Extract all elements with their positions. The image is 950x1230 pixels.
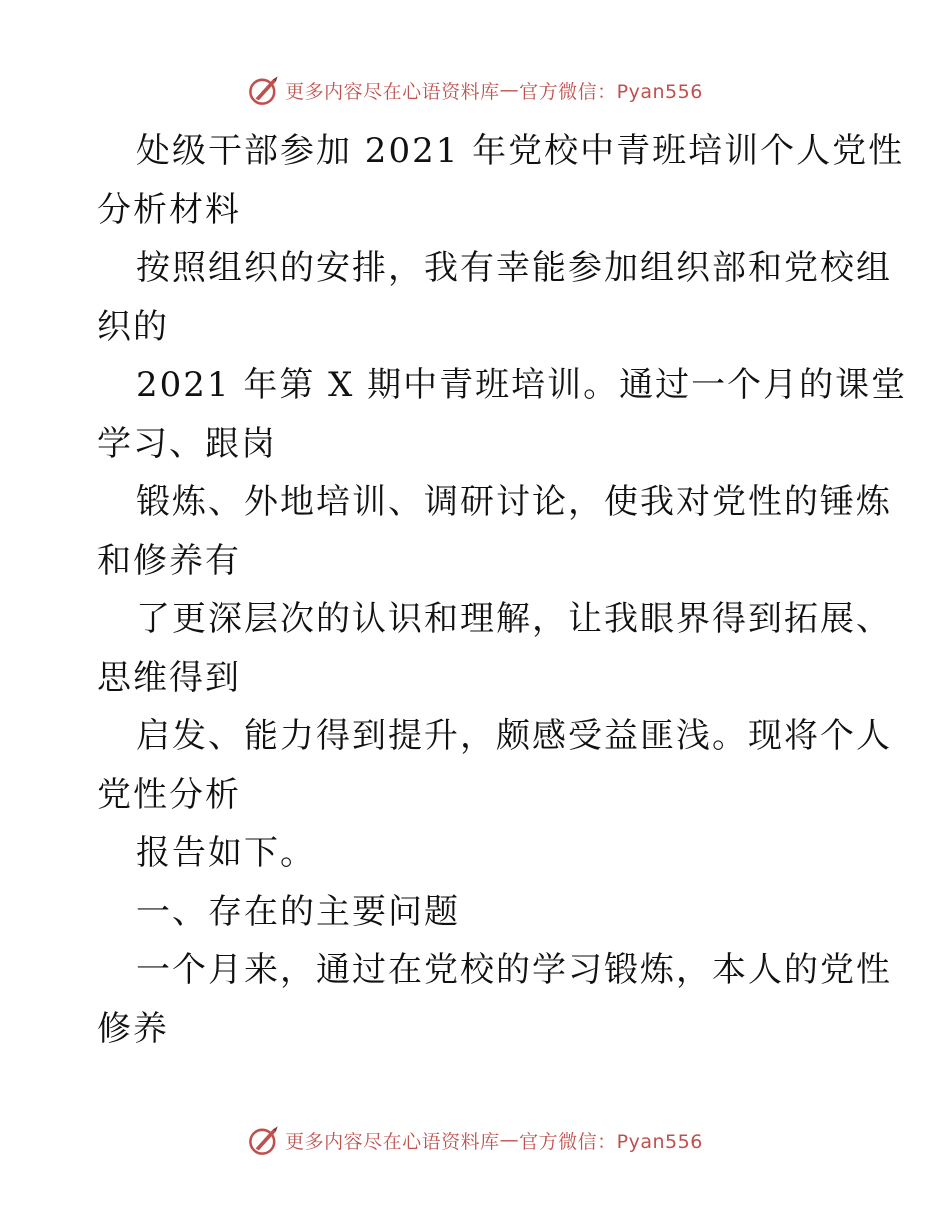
document-title-line-2: 分析材料 [97, 189, 241, 230]
banner-contact-text: 官方微信：Pyan556 [519, 1130, 703, 1153]
paragraph-line: 了更深层次的认识和理解，让我眼界得到拓展、 [136, 599, 892, 639]
paragraph-line: 启发、能力得到提升，颇感受益匪浅。现将个人 [136, 716, 892, 756]
paragraph-line: 一个月来，通过在党校的学习锻炼，本人的党性 [136, 950, 892, 990]
banner-brand-text: 更多内容尽在心语资料库 [285, 80, 500, 103]
paragraph-line: 2021 年第 X 期中青班培训。通过一个月的课堂 [136, 365, 908, 405]
document-body [97, 122, 908, 1058]
quill-pen-logo-icon [247, 73, 281, 107]
footer-banner [0, 1120, 950, 1160]
paragraph-line: 学习、跟岗 [97, 423, 277, 464]
paragraph-line: 锻炼、外地培训、调研讨论，使我对党性的锤炼 [136, 482, 892, 522]
banner-separator: — [499, 1129, 520, 1151]
paragraph-line: 修养 [97, 1008, 169, 1049]
paragraph-line: 思维得到 [97, 657, 241, 698]
banner-contact-text: 官方微信：Pyan556 [519, 80, 703, 103]
quill-pen-logo-icon [247, 1123, 281, 1157]
document-title-line-1: 处级干部参加 2021 年党校中青班培训个人党性 [136, 131, 905, 171]
section-heading: 一、存在的主要问题 [136, 891, 460, 932]
header-banner [0, 70, 950, 110]
paragraph-line: 报告如下。 [136, 833, 316, 873]
banner-brand-text: 更多内容尽在心语资料库 [285, 1130, 500, 1153]
paragraph-line: 党性分析 [97, 774, 241, 815]
paragraph-line: 和修养有 [97, 540, 241, 581]
paragraph-line: 按照组织的安排，我有幸能参加组织部和党校组 [136, 248, 892, 288]
banner-separator: — [499, 79, 520, 101]
paragraph-line: 织的 [97, 306, 169, 347]
